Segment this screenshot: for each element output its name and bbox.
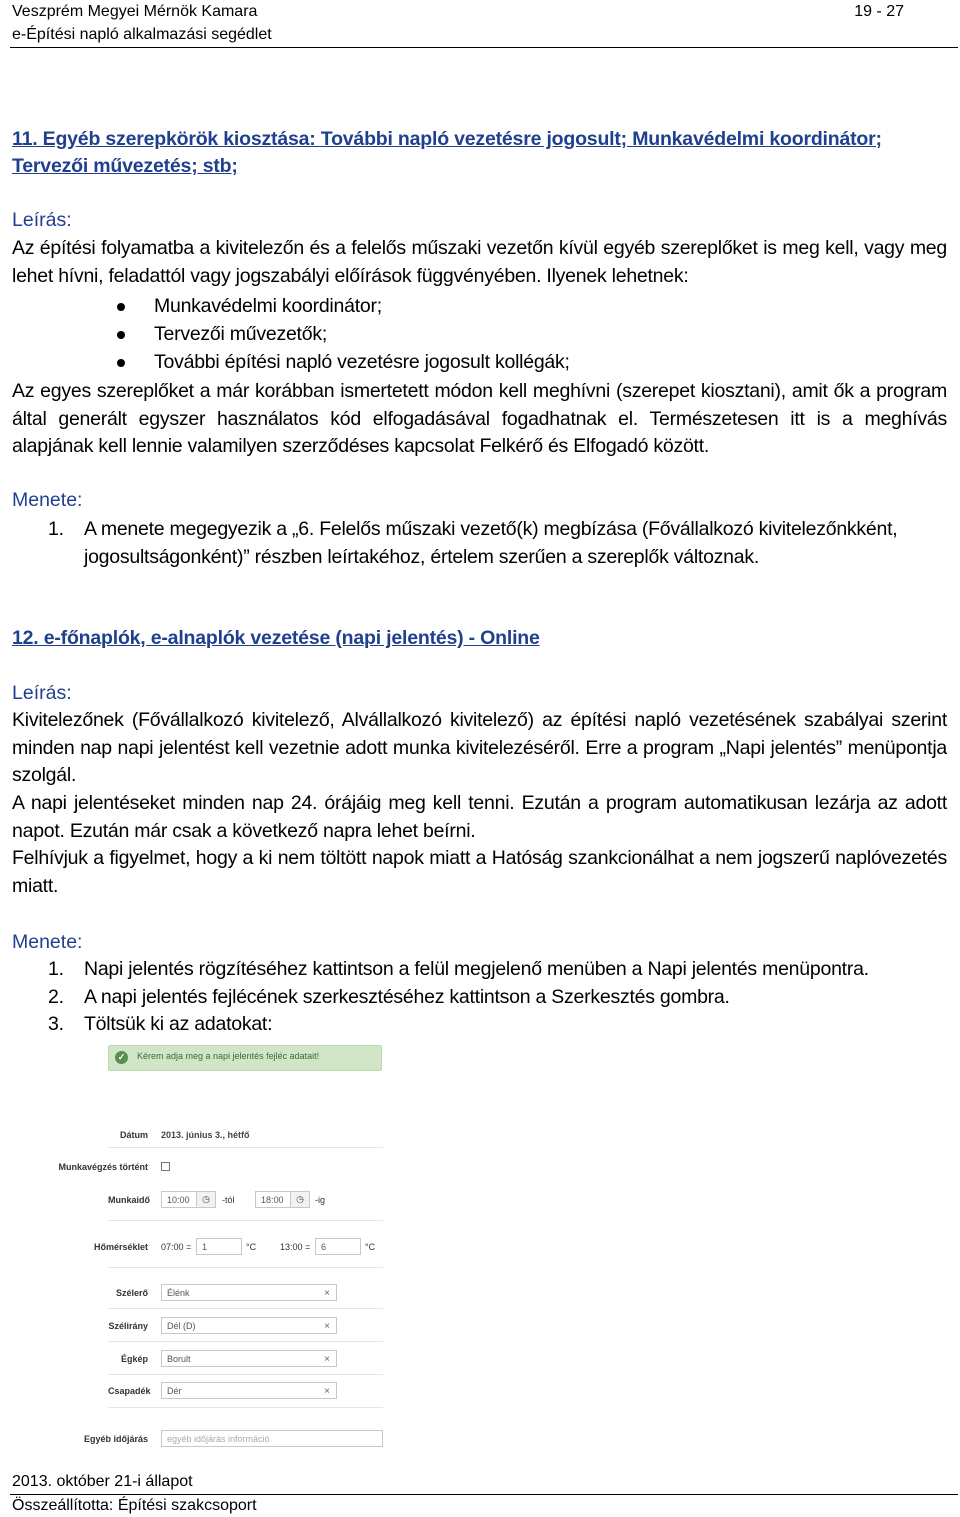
alert-text: Kérem adja meg a napi jelentés fejléc adatait! bbox=[137, 1051, 320, 1061]
sky-label: Égkép bbox=[120, 1354, 148, 1364]
clear-icon[interactable]: × bbox=[324, 1321, 330, 1332]
section-12-leiras-label: Leírás: bbox=[12, 682, 72, 704]
precipitation-select[interactable] bbox=[161, 1382, 337, 1399]
clear-icon[interactable]: × bbox=[324, 1354, 330, 1365]
wind-strength-label: Szélerő bbox=[115, 1288, 148, 1298]
section-11-title-line2: Tervezői művezetés; stb; bbox=[12, 155, 238, 177]
bullet-dot-icon bbox=[117, 303, 125, 311]
sky-select[interactable] bbox=[161, 1350, 337, 1367]
bullet-dot-icon bbox=[117, 359, 125, 367]
bullet-text: További építési napló vezetésre jogosult kollégák; bbox=[154, 351, 570, 373]
list-item-number: 3. bbox=[48, 1013, 64, 1035]
footer-status: 2013. október 21-i állapot bbox=[12, 1473, 193, 1490]
wind-strength-value: Élénk bbox=[167, 1288, 190, 1298]
clock-icon[interactable]: ◷ bbox=[290, 1191, 310, 1208]
other-weather-input[interactable]: egyéb időjárás információ bbox=[161, 1430, 383, 1447]
temp-morning-input[interactable]: 1 bbox=[196, 1238, 242, 1255]
header-organization: Veszprém Megyei Mérnök Kamara bbox=[12, 3, 258, 20]
date-value: 2013. június 3., hétfő bbox=[161, 1130, 250, 1140]
section-11-menete-label: Menete: bbox=[12, 489, 83, 511]
divider bbox=[108, 1407, 383, 1408]
divider bbox=[108, 1308, 383, 1309]
clear-icon[interactable]: × bbox=[324, 1386, 330, 1397]
divider bbox=[108, 1341, 383, 1342]
section-12-paragraph-1: Kivitelezőnek (Fővállalkozó kivitelező, Alvállalkozó kivitelező) az építési napló vezetésének szabályai szerint minden nap napi jelentést kell vezetnie adott munka kivitelezéséről. Erre a program „Napi jelentés” menüpontja szolgál. bbox=[12, 709, 947, 786]
bullet-text: Munkavédelmi koordinátor; bbox=[154, 295, 382, 317]
wind-strength-select[interactable] bbox=[161, 1284, 337, 1301]
section-11-leiras-label: Leírás: bbox=[12, 209, 72, 231]
list-item-number: 1. bbox=[48, 958, 64, 980]
divider bbox=[108, 1220, 383, 1221]
section-11-title-line1: 11. Egyéb szerepkörök kiosztása: További napló vezetésre jogosult; Munkavédelmi koordinátor; bbox=[12, 128, 882, 150]
list-item-text: A napi jelentés fejlécének szerkesztéséhez kattintson a Szerkesztés gombra. bbox=[84, 986, 730, 1008]
list-item-number: 2. bbox=[48, 986, 64, 1008]
list-item-number: 1. bbox=[48, 518, 64, 540]
clear-icon[interactable]: × bbox=[324, 1288, 330, 1299]
list-item-text: Napi jelentés rögzítéséhez kattintson a felül megjelenő menüben a Napi jelentés menüpontra. bbox=[84, 958, 869, 980]
temp-time-1: 07:00 = bbox=[161, 1242, 192, 1252]
sky-value: Borult bbox=[167, 1354, 191, 1364]
daily-report-form-screenshot bbox=[58, 1045, 383, 1450]
divider bbox=[108, 1147, 383, 1148]
wind-direction-select[interactable] bbox=[161, 1317, 337, 1334]
precipitation-label: Csapadék bbox=[108, 1386, 151, 1396]
list-item-text: Töltsük ki az adatokat: bbox=[84, 1013, 273, 1035]
clock-icon[interactable]: ◷ bbox=[196, 1191, 216, 1208]
section-12-menete-label: Menete: bbox=[12, 931, 83, 953]
temp-unit-1: °C bbox=[246, 1242, 257, 1252]
hours-to-input[interactable]: 18:00 bbox=[255, 1191, 291, 1208]
info-alert bbox=[108, 1045, 382, 1071]
divider bbox=[108, 1267, 383, 1268]
date-label: Dátum bbox=[119, 1130, 148, 1140]
bullet-text: Tervezői művezetők; bbox=[154, 323, 327, 345]
header-divider bbox=[10, 47, 958, 48]
footer-divider bbox=[10, 1494, 958, 1495]
temp-unit-2: °C bbox=[365, 1242, 376, 1252]
work-done-label: Munkavégzés történt bbox=[58, 1162, 148, 1172]
section-12-paragraph-2: A napi jelentéseket minden nap 24. órájáig meg kell tenni. Ezután a program automatikusan lezárja az adott napot. Ezután már csak a következő napra lehet beírni. bbox=[12, 792, 947, 842]
header-subtitle: e-Építési napló alkalmazási segédlet bbox=[12, 26, 272, 43]
section-11-paragraph: Az egyes szereplőket a már korábban ismertetett módon kell meghívni (szerepet kiosztani), amit ők a program által generált egyszer használatos kód elfogadásával fogadhatnak el. Természetesen itt is a meghívás alapjának kell lennie valamilyen szerződéses kapcsolat Felkérő és Elfogadó között. bbox=[12, 380, 947, 457]
list-item-text: A menete megegyezik a „6. Felelős műszaki vezető(k) megbízása (Fővállalkozó kivitelezőnkként, jogosultságonként)” részben leírtakéhoz, értelem szerűen a szereplők változnak. bbox=[84, 518, 898, 568]
other-weather-label: Egyéb időjárás bbox=[83, 1434, 148, 1444]
working-hours-label: Munkaidő bbox=[108, 1195, 150, 1205]
divider bbox=[108, 1374, 383, 1375]
wind-direction-value: Dél (D) bbox=[167, 1321, 196, 1331]
header-page-number: 19 - 27 bbox=[854, 3, 904, 20]
check-icon: ✓ bbox=[115, 1051, 128, 1064]
work-done-checkbox[interactable] bbox=[161, 1162, 170, 1171]
section-11-leiras-text: Az építési folyamatba a kivitelezőn és a felelős műszaki vezetőn kívül egyéb szereplőket is meg kell, vagy meg lehet hívni, feladattól vagy jogszabályi előírások függvényében. Ilyenek lehetnek: bbox=[12, 237, 947, 287]
temp-noon-input[interactable]: 6 bbox=[315, 1238, 361, 1255]
hours-from-input[interactable]: 10:00 bbox=[161, 1191, 197, 1208]
section-12-title: 12. e-főnaplók, e-alnaplók vezetése (napi jelentés) - Online bbox=[12, 627, 540, 649]
footer-author: Összeállította: Építési szakcsoport bbox=[12, 1497, 257, 1514]
precipitation-value: Dér bbox=[167, 1386, 182, 1396]
temperature-label: Hőmérséklet bbox=[93, 1242, 148, 1252]
wind-direction-label: Szélirány bbox=[108, 1321, 148, 1331]
hours-from-suffix: -tól bbox=[222, 1195, 235, 1205]
temp-time-2: 13:00 = bbox=[280, 1242, 311, 1252]
bullet-dot-icon bbox=[117, 331, 125, 339]
hours-to-suffix: -ig bbox=[315, 1195, 326, 1205]
section-11-title bbox=[12, 126, 952, 180]
section-12-paragraph-3: Felhívjuk a figyelmet, hogy a ki nem töltött napok miatt a Hatóság szankcionálhat a nem jogszerű naplóvezetés miatt. bbox=[12, 847, 947, 897]
